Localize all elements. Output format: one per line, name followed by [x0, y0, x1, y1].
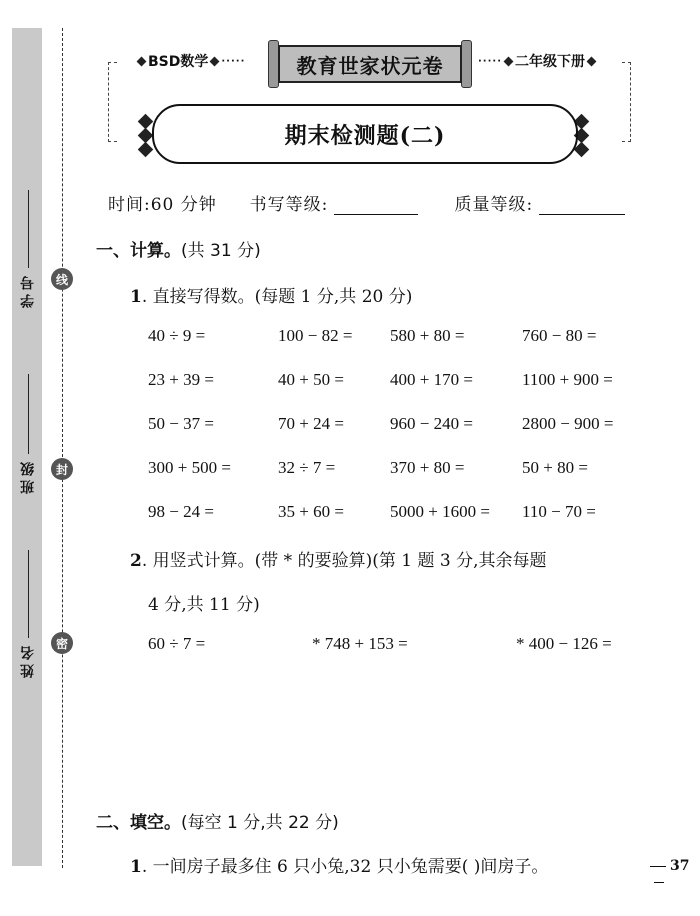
page-number: 37	[650, 858, 700, 890]
equation: 98 − 24 =	[148, 502, 214, 521]
subject-tag	[138, 52, 245, 70]
section-2-heading	[96, 808, 339, 833]
question-number: 1	[130, 287, 142, 307]
question-1-2	[130, 546, 547, 571]
equation: 960 − 240 =	[390, 414, 473, 433]
scroll-body	[278, 45, 462, 83]
equation: 40 ÷ 9 =	[148, 326, 206, 345]
scroll-roll-right	[461, 40, 472, 88]
question-number: 1	[130, 857, 142, 877]
name-line	[28, 550, 29, 638]
class-line	[28, 374, 29, 454]
equation: 70 + 24 =	[278, 414, 344, 433]
equation: 1100 + 900 =	[522, 370, 613, 389]
section-2-points: (每空 1 分,共 22 分)	[181, 813, 339, 833]
equation: 23 + 39 =	[148, 370, 214, 389]
question-number: 2	[130, 551, 142, 571]
writing-grade-label: 书写等级:	[249, 195, 329, 215]
question-text: . 直接写得数。(每题 1 分,共 20 分)	[141, 287, 413, 307]
subject-tag-text: BSD数学	[148, 54, 209, 70]
section-1-title: 一、计算。	[96, 241, 181, 261]
diamond-icon	[587, 56, 597, 66]
quality-grade-label: 质量等级:	[454, 195, 534, 215]
vertical-calc-item: * 400 − 126 =	[516, 634, 612, 653]
left-dashed-bracket	[108, 62, 117, 142]
equation: 35 + 60 =	[278, 502, 344, 521]
left-diamond-column	[140, 116, 151, 155]
section-1-points: (共 31 分)	[181, 241, 261, 261]
time-label: 时间:60 分钟	[108, 195, 217, 215]
equation: 400 + 170 =	[390, 370, 473, 389]
equation: 100 − 82 =	[278, 326, 353, 345]
equation: 370 + 80 =	[390, 458, 465, 477]
right-dashed-bracket	[622, 62, 631, 142]
equation: 760 − 80 =	[522, 326, 597, 345]
question-text-line1: . 用竖式计算。(带 * 的要验算)(第 1 题 3 分,其余每题	[141, 551, 547, 571]
seal-secret: 密	[51, 632, 73, 654]
exam-title: 期末检测题(二)	[284, 122, 446, 149]
class-field	[18, 374, 38, 494]
grade-tag-text: 二年级下册	[515, 54, 585, 70]
vertical-calc-item: 60 ÷ 7 =	[148, 634, 206, 653]
series-scroll-banner	[268, 40, 472, 86]
question-1-1	[130, 282, 412, 307]
equation: 5000 + 1600 =	[390, 502, 490, 521]
question-text: . 一间房子最多住 6 只小兔,32 只小兔需要( )间房子。	[141, 857, 549, 877]
diamond-icon	[504, 56, 514, 66]
quality-grade-blank[interactable]	[539, 196, 625, 215]
section-2-title: 二、填空。	[96, 813, 181, 833]
student-id-field	[18, 190, 38, 308]
equation: 300 + 500 =	[148, 458, 231, 477]
diamond-icon	[138, 142, 154, 158]
equation: 580 + 80 =	[390, 326, 465, 345]
diamond-icon	[137, 56, 147, 66]
dotted-connector: ·····	[221, 55, 246, 67]
question-1-2-continued: 4 分,共 11 分)	[148, 595, 260, 615]
student-id-line	[28, 190, 29, 268]
seal-seal: 封	[51, 458, 73, 480]
series-title: 教育世家状元卷	[296, 53, 444, 78]
exam-title-box	[152, 104, 578, 164]
cut-line	[62, 28, 63, 868]
name-field	[18, 550, 38, 678]
equation: 110 − 70 =	[522, 502, 596, 521]
question-2-1	[130, 852, 548, 877]
grade-tag	[478, 52, 595, 70]
equation: 32 ÷ 7 =	[278, 458, 336, 477]
equation: 50 + 80 =	[522, 458, 588, 477]
writing-grade-blank[interactable]	[334, 196, 418, 215]
meta-line	[108, 190, 625, 215]
diamond-icon	[210, 56, 220, 66]
class-label: 班级	[20, 458, 36, 494]
vertical-calc-item: * 748 + 153 =	[312, 634, 408, 653]
student-id-label: 学号	[20, 272, 36, 308]
equation: 50 − 37 =	[148, 414, 214, 433]
name-label: 姓名	[20, 642, 36, 678]
equation: 40 + 50 =	[278, 370, 344, 389]
equation: 2800 − 900 =	[522, 414, 614, 433]
seal-line: 线	[51, 268, 73, 290]
dotted-connector: ·····	[478, 55, 502, 67]
section-1-heading	[96, 236, 261, 261]
